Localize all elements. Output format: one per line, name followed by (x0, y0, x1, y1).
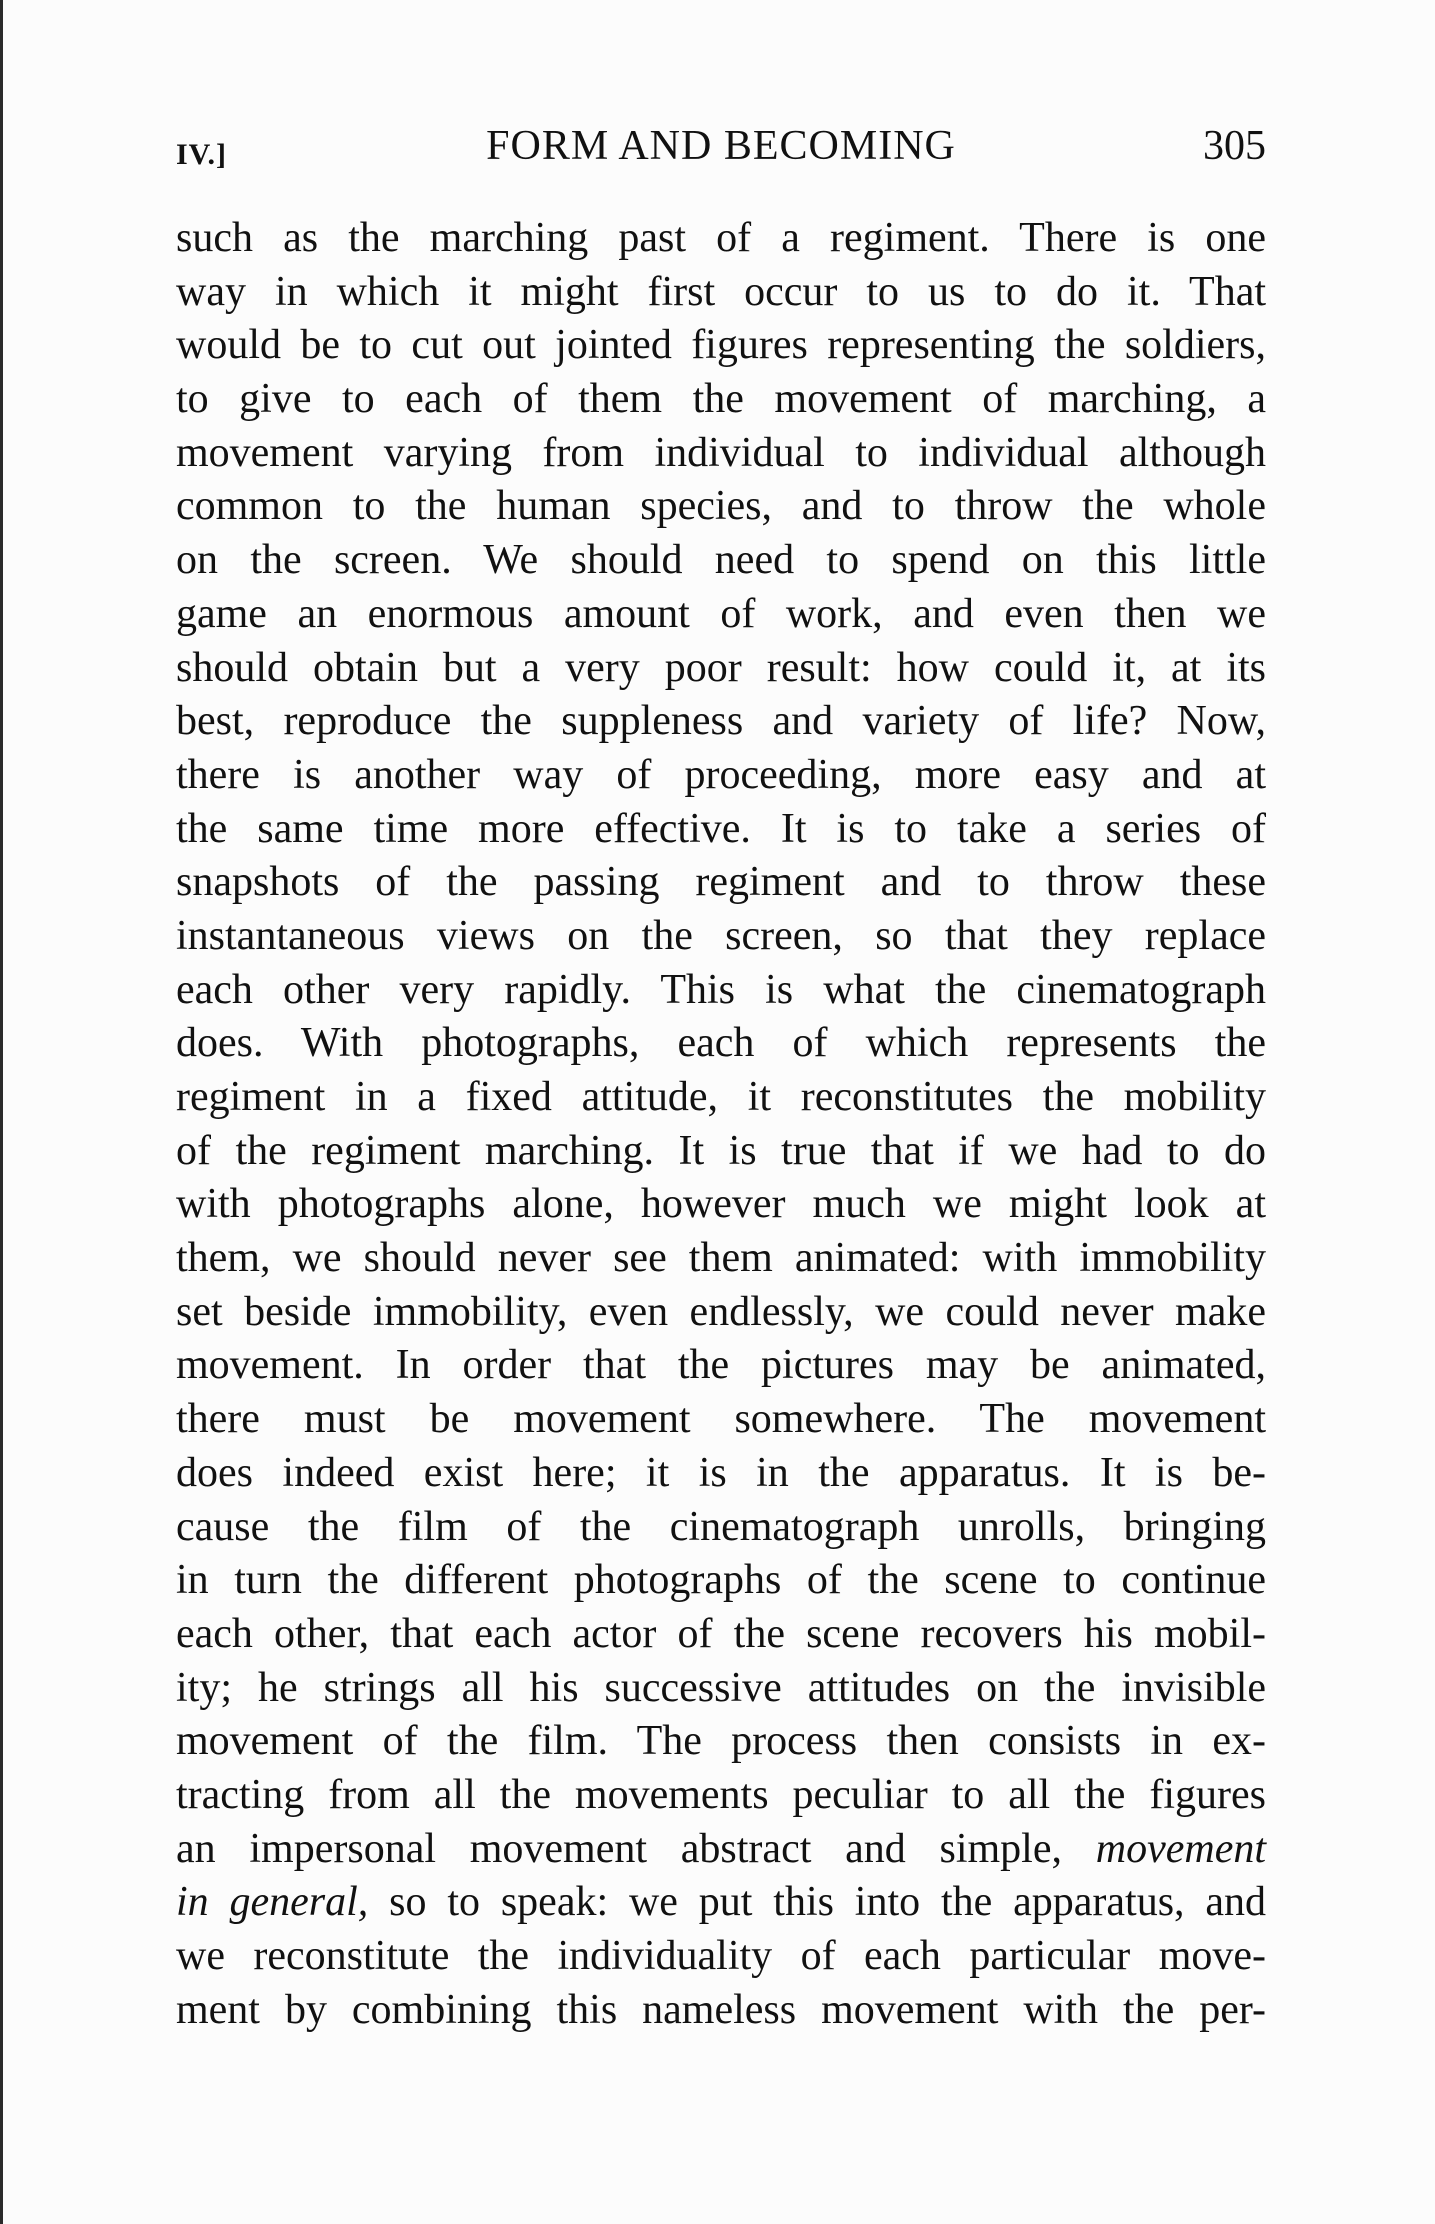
text-line: snapshots of the passing regiment and to throw these (176, 859, 1266, 906)
text-line: of the regiment marching. It is true that if we had to do (176, 1127, 1266, 1174)
text-line: game an enormous amount of work, and even then we (176, 590, 1266, 637)
running-title: FORM AND BECOMING (486, 123, 956, 169)
text-line (176, 1876, 1266, 1930)
text-line: on the screen. We should need to spend on this little (176, 537, 1266, 584)
text-line: the same time more effective. It is to take a series of (176, 805, 1266, 852)
text-line: movement. In order that the pictures may be animated, (176, 1342, 1266, 1389)
text-line: regiment in a fixed attitude, it reconstitutes the mobility (176, 1074, 1266, 1120)
text-line: instantaneous views on the screen, so that they replace (176, 912, 1266, 959)
page-edge (0, 0, 3, 2224)
text-line: does. With photographs, each of which represents the (176, 1020, 1266, 1067)
text-line: movement varying from individual to individual although (176, 429, 1266, 476)
text-line: ity; he strings all his successive attitudes on the invisible (176, 1664, 1266, 1711)
text-line: in turn the different photographs of the scene to continue (176, 1557, 1266, 1604)
text-line: would be to cut out jointed figures representing the soldiers, (176, 322, 1266, 369)
text-line: movement of the film. The process then consists in ex- (176, 1718, 1266, 1765)
text-line: should obtain but a very poor result: how could it, at its (176, 644, 1266, 691)
running-header (176, 122, 1266, 176)
text-line (176, 1823, 1266, 1877)
text-line: ment by combining this nameless movement with the per- (176, 1986, 1266, 2033)
line-text: so to speak: we put this into the apparatus, and (389, 1879, 1267, 1926)
text-line: set beside immobility, even endlessly, we could never make (176, 1288, 1266, 1335)
text-line: with photographs alone, however much we might look at (176, 1181, 1266, 1228)
text-line: such as the marching past of a regiment. There is one (176, 215, 1266, 261)
emphasis-text: movement (1095, 1825, 1267, 1872)
text-line: common to the human species, and to throw the whole (176, 483, 1266, 530)
chapter-marker: IV.] (176, 138, 227, 171)
text-line: each other very rapidly. This is what the cinematograph (176, 966, 1266, 1013)
text-line: tracting from all the movements peculiar to all the figures (176, 1771, 1266, 1818)
text-line: each other, that each actor of the scene recovers his mobil- (176, 1610, 1266, 1657)
text-line: we reconstitute the individuality of each particular move- (176, 1933, 1266, 1979)
page-number: 305 (1203, 123, 1266, 169)
text-line: does indeed exist here; it is in the apparatus. It is be- (176, 1449, 1266, 1496)
line-text: an impersonal movement abstract and simple, (176, 1825, 1062, 1872)
text-line: there is another way of proceeding, more easy and at (176, 751, 1266, 798)
emphasis-text: in general, (176, 1879, 369, 1926)
text-line: there must be movement somewhere. The movement (176, 1396, 1266, 1443)
text-line: best, reproduce the suppleness and variety of life? Now, (176, 698, 1266, 745)
text-line: way in which it might first occur to us to do it. That (176, 268, 1266, 315)
text-line: them, we should never see them animated: with immobility (176, 1235, 1266, 1282)
text-line: to give to each of them the movement of marching, a (176, 376, 1266, 423)
body-text (176, 212, 1266, 2037)
text-line: cause the film of the cinematograph unrolls, bringing (176, 1503, 1266, 1550)
